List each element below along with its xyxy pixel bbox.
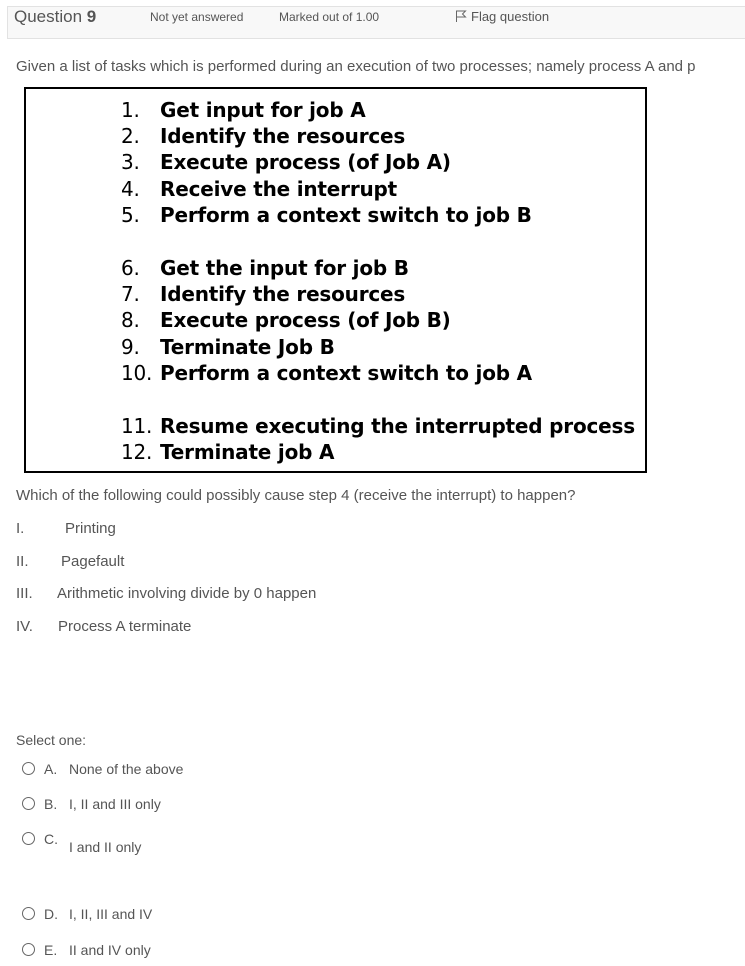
choice-text: None of the above xyxy=(69,761,184,777)
radio-button[interactable] xyxy=(22,797,35,810)
question-intro: Given a list of tasks which is performed during an execution of two processes; namely process A and p xyxy=(16,58,696,75)
radio-button[interactable] xyxy=(22,907,35,920)
task-number: 2. xyxy=(121,124,140,148)
task-item xyxy=(121,440,334,464)
task-text: Get the input for job B xyxy=(160,256,409,280)
option-number: II. xyxy=(16,553,29,570)
question-label xyxy=(14,7,96,27)
radio-button[interactable] xyxy=(22,762,35,775)
answer-choice-b[interactable] xyxy=(22,796,222,814)
choice-text: I and II only xyxy=(69,839,142,855)
answer-choice-d[interactable] xyxy=(22,906,222,924)
radio-button[interactable] xyxy=(22,943,35,956)
task-text: Get input for job A xyxy=(160,98,366,122)
option-text: Process A terminate xyxy=(58,618,192,635)
task-number: 5. xyxy=(121,203,140,227)
choice-text: II and IV only xyxy=(69,942,151,958)
flag-question-label: Flag question xyxy=(471,9,550,24)
task-text: Perform a context switch to job A xyxy=(160,361,532,385)
task-number: 11. xyxy=(121,414,153,438)
question-number: 9 xyxy=(86,7,97,26)
choice-letter: E. xyxy=(44,942,58,958)
task-number: 3. xyxy=(121,150,140,174)
task-number: 12. xyxy=(121,440,153,464)
task-text: Execute process (of Job A) xyxy=(160,150,451,174)
task-item xyxy=(121,335,335,359)
select-one-label: Select one: xyxy=(16,732,87,748)
task-number: 1. xyxy=(121,98,140,122)
choice-letter: B. xyxy=(44,796,58,812)
task-text: Identify the resources xyxy=(160,124,406,148)
task-number: 7. xyxy=(121,282,140,306)
task-item xyxy=(121,308,451,332)
answer-choice-e[interactable] xyxy=(22,942,222,960)
task-text: Execute process (of Job B) xyxy=(160,308,451,332)
choice-letter: C. xyxy=(44,831,58,847)
task-number: 6. xyxy=(121,256,140,280)
task-item xyxy=(121,203,532,227)
flag-question-button[interactable] xyxy=(455,9,549,24)
task-item xyxy=(121,98,366,122)
option-text: Arithmetic involving divide by 0 happen xyxy=(57,585,317,602)
task-item xyxy=(121,282,405,306)
option-number: I. xyxy=(16,520,25,537)
question-marks: Marked out of 1.00 xyxy=(279,10,380,24)
task-text: Perform a context switch to job B xyxy=(160,203,532,227)
choice-text: I, II and III only xyxy=(69,796,161,812)
radio-button[interactable] xyxy=(22,832,35,845)
task-item xyxy=(121,256,409,280)
flag-icon xyxy=(455,10,467,22)
answer-choice-a[interactable] xyxy=(22,761,222,779)
task-list-box xyxy=(24,87,647,473)
question-word: Question xyxy=(14,7,83,26)
task-number: 8. xyxy=(121,308,140,332)
choice-letter: A. xyxy=(44,761,58,777)
option-number: IV. xyxy=(16,618,33,635)
question-status: Not yet answered xyxy=(150,10,244,24)
task-item xyxy=(121,177,397,201)
task-text: Resume executing the interrupted process xyxy=(160,414,635,438)
task-text: Terminate job A xyxy=(160,440,335,464)
question-prompt: Which of the following could possibly cause step 4 (receive the interrupt) to happen? xyxy=(16,487,576,504)
task-text: Identify the resources xyxy=(160,282,406,306)
task-item xyxy=(121,414,635,438)
task-item xyxy=(121,124,405,148)
answer-choice-c[interactable] xyxy=(22,831,222,859)
choice-text: I, II, III and IV xyxy=(69,906,153,922)
task-number: 9. xyxy=(121,335,140,359)
question-info-bar xyxy=(7,6,745,39)
option-text: Printing xyxy=(65,520,116,537)
option-number: III. xyxy=(16,585,33,602)
task-text: Receive the interrupt xyxy=(160,177,397,201)
option-text: Pagefault xyxy=(61,553,125,570)
task-number: 4. xyxy=(121,177,140,201)
task-item xyxy=(121,150,451,174)
task-item xyxy=(121,361,532,385)
choice-letter: D. xyxy=(44,906,58,922)
task-number: 10. xyxy=(121,361,153,385)
task-text: Terminate Job B xyxy=(160,335,335,359)
